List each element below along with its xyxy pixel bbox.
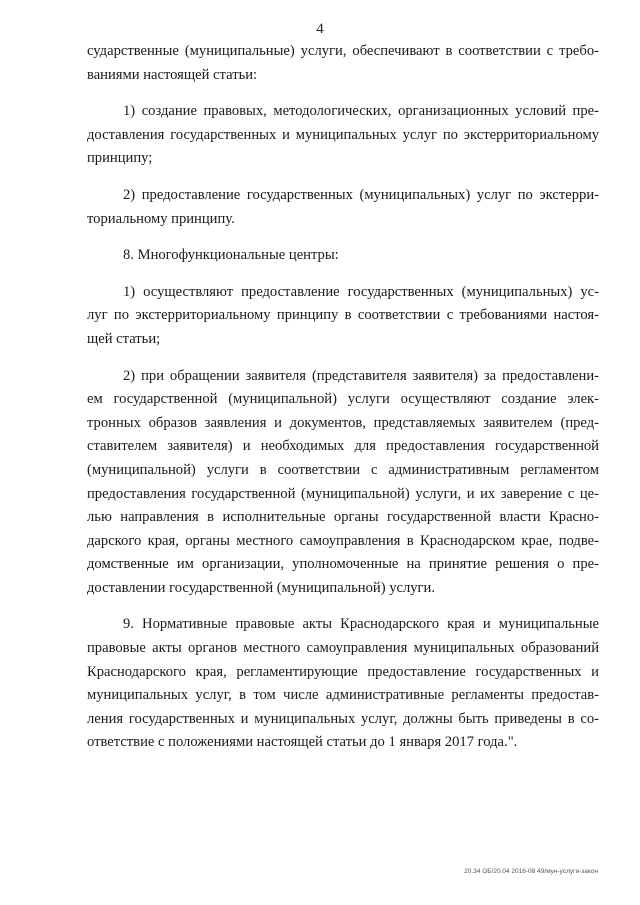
text-line: луг по экстерриториальному принципу в соответствии с требованиями настоя- <box>87 307 599 324</box>
text-line: домственные им организации, уполномоченные на принятие решения о пре- <box>87 556 599 573</box>
text-line: предоставления государственной (муниципальной) услуги, и их заверение с це- <box>87 485 599 502</box>
text-line: принципу; <box>87 150 153 167</box>
paragraph <box>87 613 599 755</box>
text-line: ваниями настоящей статьи: <box>87 66 258 83</box>
text-line: тронных образов заявления и документов, представляемых заявителем (пред- <box>87 414 599 431</box>
paragraph <box>87 184 599 231</box>
document-body <box>87 40 599 755</box>
text-line: правовые акты органов местного самоуправления муниципальных образований <box>87 640 599 657</box>
paragraph <box>87 40 599 87</box>
text-line: муниципальных услуг, в том числе административные регламенты предостав- <box>87 687 599 704</box>
footer-file-stamp: 20.34 ОБ/20.04 2016-08 49/мун-услуги-закон <box>464 868 598 875</box>
text-line: щей статьи; <box>87 330 161 347</box>
text-line: Краснодарского края, регламентирующие предоставление государственных и <box>87 663 599 680</box>
text-line: ления государственных и муниципальных услуг, должны быть приведены в со- <box>87 710 599 727</box>
text-line: дарского края, органы местного самоуправления в Краснодарском крае, подве- <box>87 532 599 549</box>
text-line: ответствие с положениями настоящей статьи до 1 января 2017 года.". <box>87 734 518 751</box>
paragraph <box>87 244 599 268</box>
paragraph <box>87 100 599 171</box>
text-line: 1) создание правовых, методологических, организационных условий пре- <box>123 103 599 120</box>
text-line: ториальному принципу. <box>87 210 235 227</box>
text-line: 8. Многофункциональные центры: <box>123 247 339 264</box>
text-line: 2) при обращении заявителя (представителя заявителя) за предоставлени- <box>123 367 599 384</box>
text-line: доставлении государственной (муниципальной) услуги. <box>87 579 435 596</box>
text-line: 9. Нормативные правовые акты Краснодарского края и муниципальные <box>123 616 599 633</box>
text-line: лью направления в исполнительные органы государственной власти Красно- <box>87 509 599 526</box>
text-line: (муниципальной) услуги в соответствии с административным регламентом <box>87 461 599 478</box>
text-line: ставителем заявителя) и необходимых для предоставления государственной <box>87 438 599 455</box>
text-line: 2) предоставление государственных (муниципальных) услуг по экстерри- <box>123 186 599 203</box>
text-line: доставления государственных и муниципальных услуг по экстерриториальному <box>87 126 599 143</box>
paragraph <box>87 281 599 352</box>
text-line: 1) осуществляют предоставление государственных (муниципальных) ус- <box>123 283 599 300</box>
page-number: 4 <box>316 21 324 37</box>
text-line: ем государственной (муниципальной) услуги осуществляют создание элек- <box>87 391 599 408</box>
paragraph <box>87 365 599 601</box>
text-line: сударственные (муниципальные) услуги, обеспечивают в соответствии с требо- <box>87 43 599 59</box>
